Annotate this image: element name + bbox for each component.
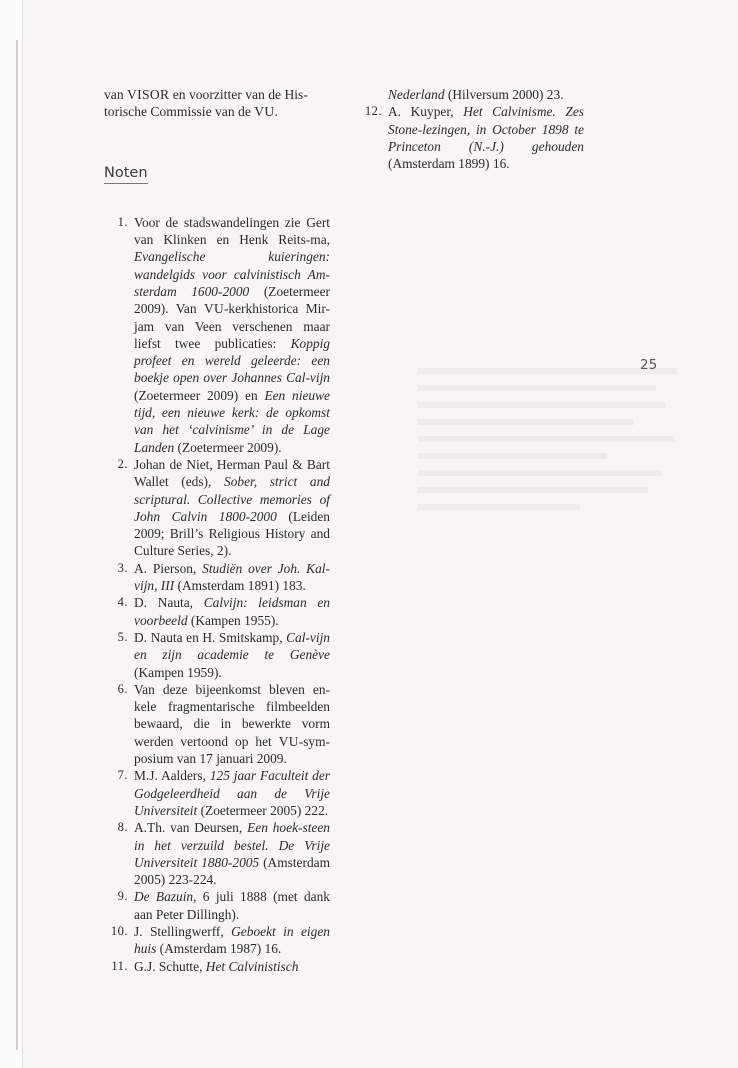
note-number: 7. [117,768,128,783]
note-12: 12. A. Kuyper, Het Calvinisme. Zes Stone-lezingen, in October 1898 te Princeton (N.-J.) gehouden (Amsterdam 1899) 16. [364,104,585,172]
note-11-continuation [358,86,584,103]
note-text: -sym-posium van 17 januari 2009. [134,733,330,767]
note-5 [104,629,330,681]
notes-list [104,214,330,975]
italic-title: Sober, strict and scriptural. Collective memories of John Calvin 1800-2000 [134,474,330,524]
italic-title: De Bazuin [134,889,194,905]
note-6 [104,681,330,767]
page-spine [0,0,23,1068]
note-body [134,767,330,819]
note-body [134,958,330,975]
note-text: A. Pierson, [134,560,203,576]
italic-title: Evangelische kuieringen: wandelgids voor calvinistisch Am-sterdam 1600-2000 [134,249,330,299]
note-text: Voor de stadswandelingen zie Gert van Klinken en Henk Reits-ma, [134,214,330,248]
note-number: 4. [117,595,128,610]
note-1 [104,214,330,456]
small-caps-text: VU [278,733,299,749]
note-text: J. Stellingwerff, [134,923,232,939]
note-number: 3. [117,560,128,575]
note-text: G.J. Schutte, [134,958,206,974]
notes-heading: Noten [104,165,148,184]
note-number: 1. [117,214,128,229]
note-text: (Kampen 1955). [187,612,279,628]
note-8 [104,819,330,888]
note-3 [104,560,330,595]
note-body [134,594,330,629]
italic-title: Een nieuwe tijd, een nieuwe kerk: de opkomst van het ‘calvinisme’ in de Lage Landen [134,387,330,455]
right-column [358,86,584,172]
italic-title: Studiën over Joh. Kal-vijn, III [134,560,330,594]
note-number: 9. [117,889,128,904]
note-number: 2. [117,456,128,471]
note-text: A. Kuyper, [388,104,464,120]
note-10 [104,923,330,958]
italic-title: Koppig profeet en wereld geleerde: een boekje open over Johannes Cal-vijn [134,335,330,386]
italic-title: Nederland [388,87,445,102]
note-body [134,681,330,767]
note-number: 6. [117,681,128,696]
note-text: Johan de Niet, Herman Paul & Bart Wallet (eds), [134,456,330,490]
italic-title: Het Calvinistisch [205,958,299,974]
note-text: -kerkhistorica Mir-jam van Veen verschenen maar liefst twee publicaties: [134,301,330,351]
note-text: A.Th. van Deursen, [134,820,248,836]
italic-title: 125 jaar Faculteit der Godgeleerdheid aan de Vrije Universiteit [134,768,331,818]
note-number: 5. [117,629,128,644]
note-body [134,923,330,958]
note-9 [104,888,330,923]
note-body [134,560,330,595]
left-column [104,86,330,975]
show-through-text [418,368,688,1008]
notes-list-continued [358,86,584,172]
small-caps-text: VU [203,301,224,317]
note-body [134,629,330,681]
note-text: M.J. Aalders, [134,768,210,784]
note-text: (Zoetermeer 2005) 222. [197,802,329,818]
note-11 [104,958,330,975]
note-4 [104,594,330,629]
note-text: (Amsterdam 1891) 183. [174,578,306,594]
note-number: 10. [110,923,128,938]
page-number: 25 [640,357,658,373]
intro-paragraph: van VISOR en voorzitter van de His-torische Commissie van de VU. [104,87,308,120]
note-text: (Zoetermeer 2009). [174,439,282,455]
note-text: D. Nauta, [134,595,204,611]
note-text: Van deze bijeenkomst bleven en-kele fragmentarische filmbeelden bewaard, die in bewerkte vorm werden vertoond op het [134,681,330,749]
note-body [134,456,330,560]
note-text: D. Nauta en H. Smitskamp, [134,629,287,645]
note-text: (Kampen 1959). [134,664,222,680]
italic-title: Calvijn: leidsman en voorbeeld [134,595,330,628]
note-body [134,214,330,456]
note-text: (Amsterdam 1987) 16. [156,941,282,957]
note-body [134,819,330,888]
note-text: (Zoetermeer 2009). Van [134,284,330,317]
italic-title: Een hoek-steen in het verzuild bestel. De Vrije Universiteit 1880-2005 [134,820,330,870]
note-2 [104,456,330,560]
binding-line [16,40,18,1050]
italic-title: Het Calvinisme. Zes Stone-lezingen, in October 1898 te Princeton (N.-J.) gehouden [388,104,585,154]
note-text: (Zoetermeer 2009) en [134,387,265,403]
note-text: (Hilversum 2000) 23. [444,87,564,102]
note-number: 11. [111,958,128,973]
italic-title: Cal-vijn en zijn academie te Genève [134,629,330,663]
note-text: (Amsterdam 2005) 223-224. [134,854,330,888]
note-text: , 6 juli 1888 (met dank aan Peter Dillingh). [134,889,330,922]
note-7 [104,767,330,819]
note-body [134,888,330,923]
note-text: (Leiden 2009; Brill’s Religious History and Culture Series, 2). [134,508,330,559]
note-number: 8. [117,820,128,835]
note-text: (Amsterdam 1899) 16. [388,156,510,172]
italic-title: Geboekt in eigen huis [134,923,330,957]
